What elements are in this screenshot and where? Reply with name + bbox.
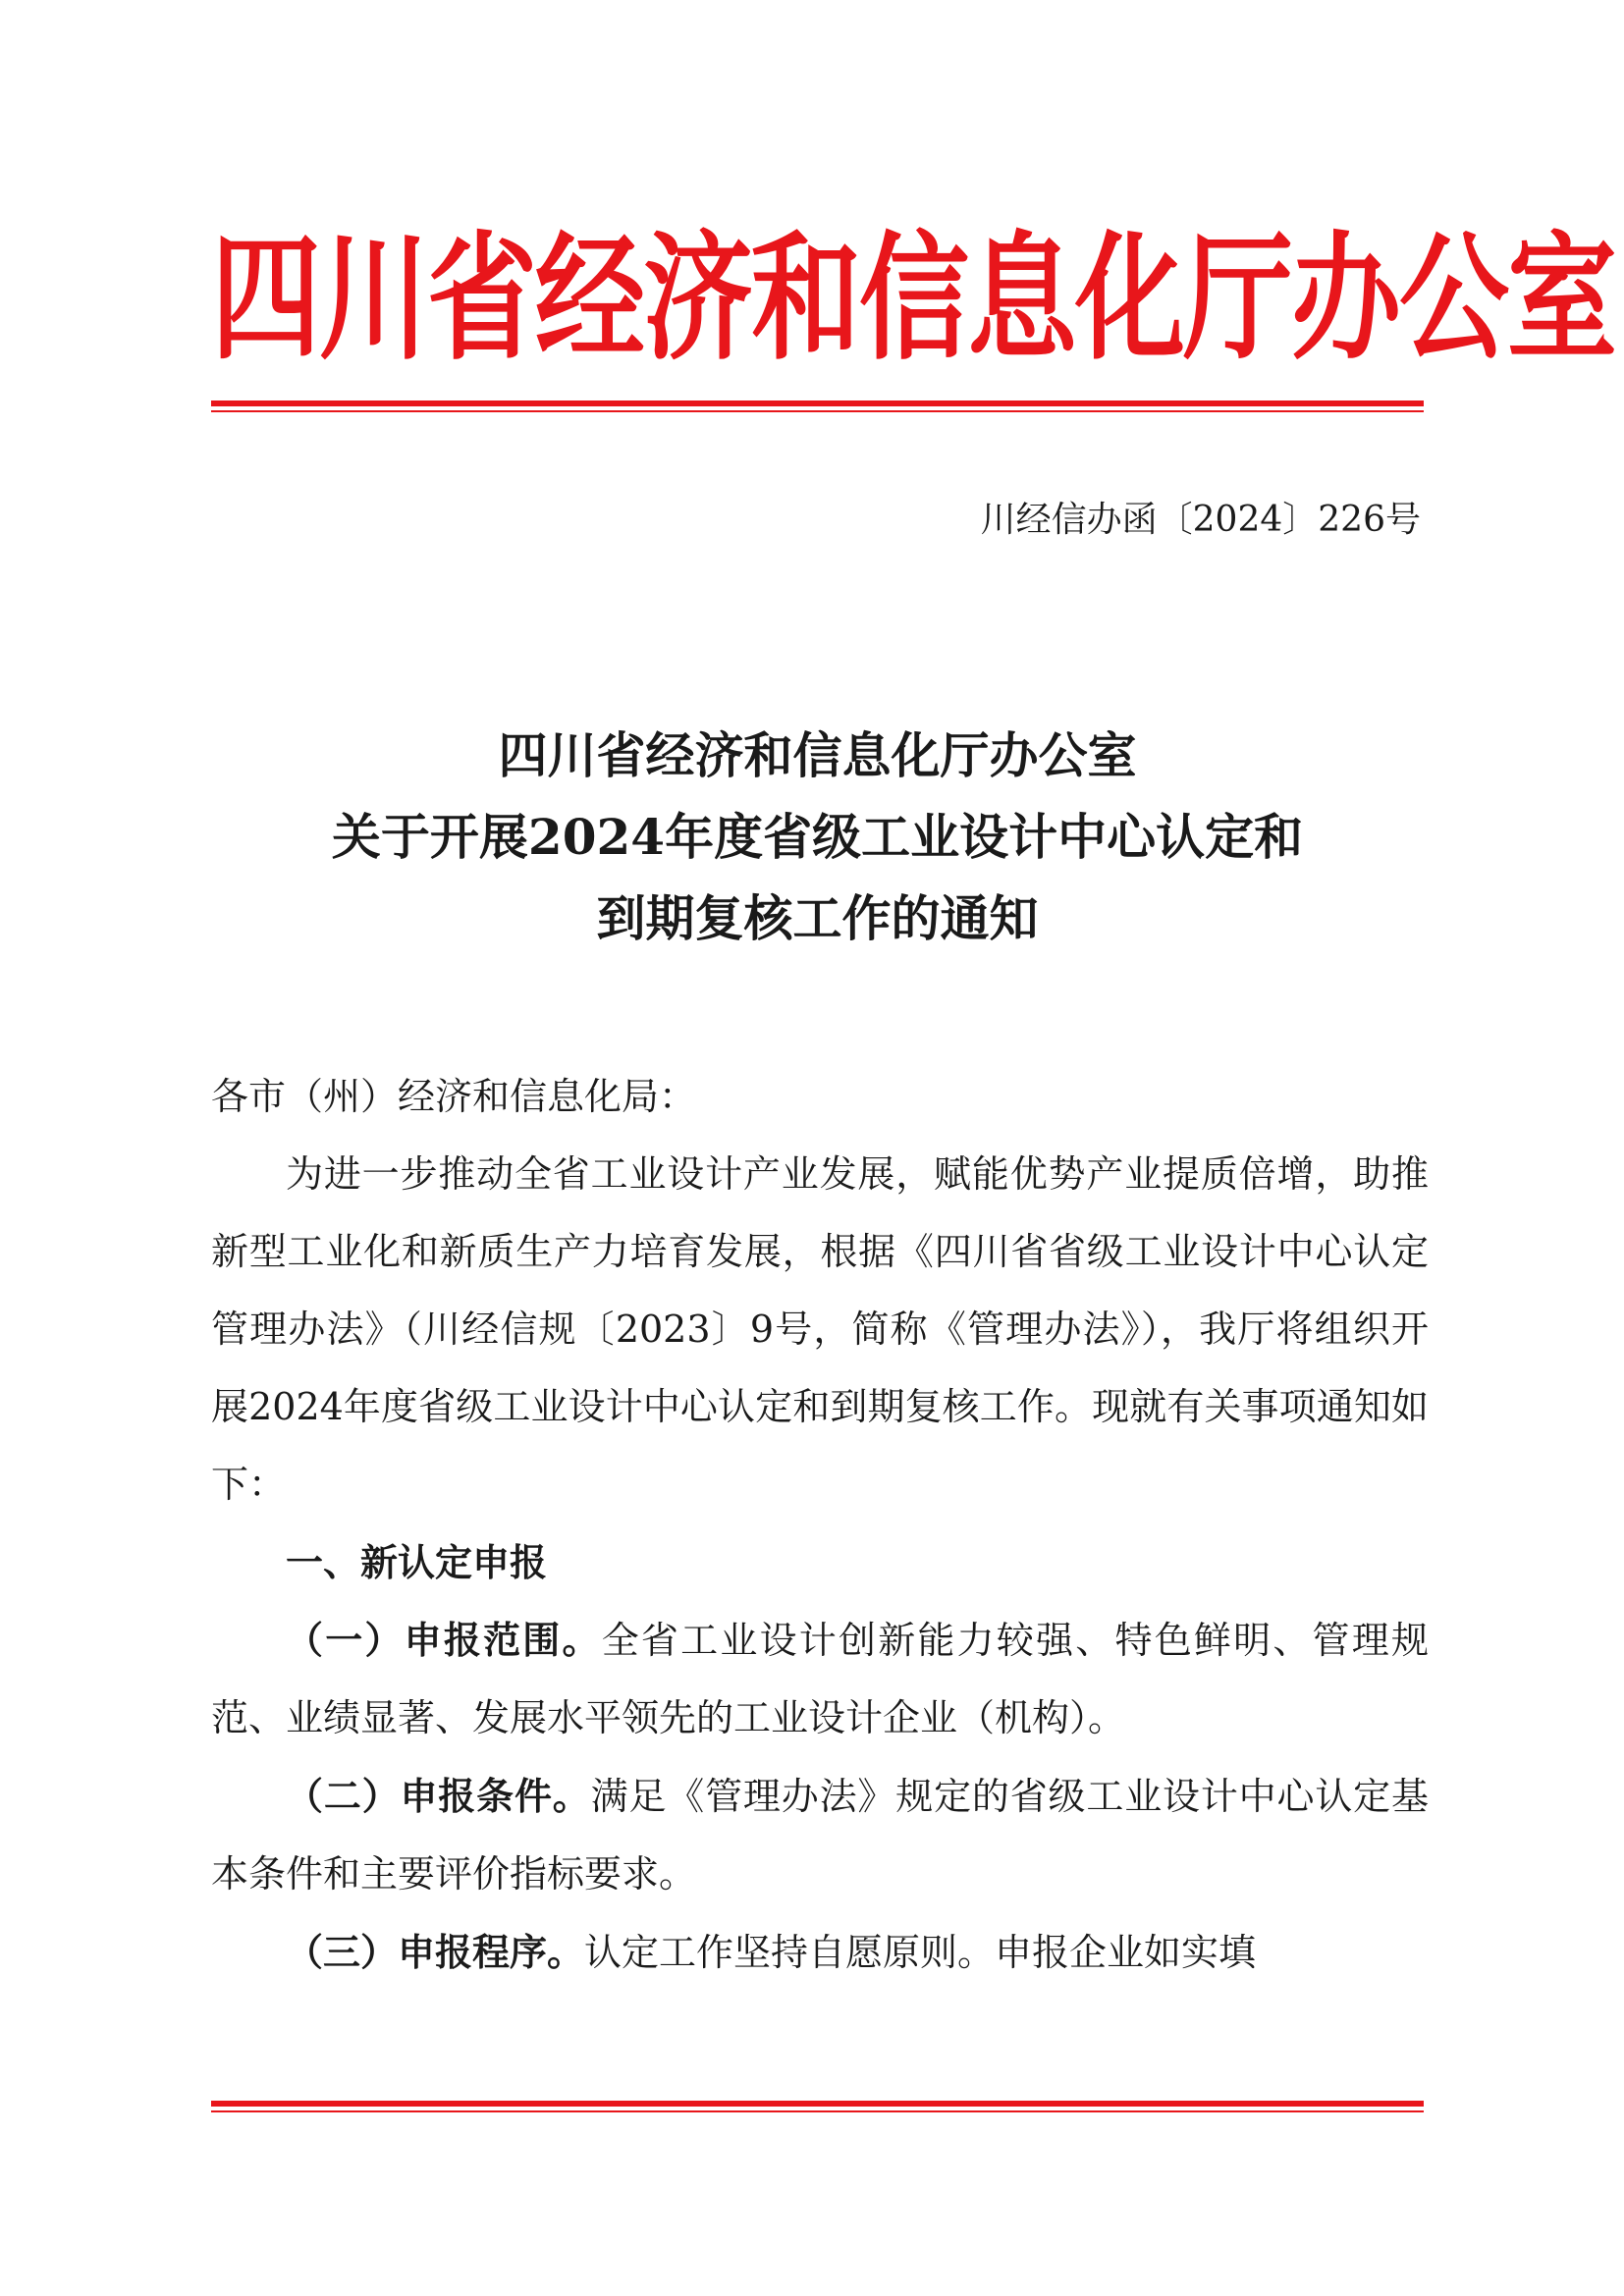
item-paragraph-3 (211, 1913, 1429, 1992)
document-title (211, 715, 1424, 959)
title-line-1: 四川省经济和信息化厅办公室 (498, 726, 1137, 784)
title-line-2: 关于开展2024年度省级工业设计中心认定和 (331, 808, 1304, 866)
title-line-3: 到期复核工作的通知 (596, 889, 1039, 947)
item-lead-2: （二）申报条件。 (286, 1774, 591, 1818)
item-text-1: 全省工业设计创新能力较强、特色鲜明、管理规范、业绩显著、发展水平领先的工业设计企业（机构）。 (211, 1619, 1429, 1739)
item-paragraph-2 (211, 1757, 1429, 1913)
document-body (211, 1058, 1429, 1992)
item-lead-3: （三）申报程序。 (286, 1930, 585, 1974)
item-text-2: 满足《管理办法》规定的省级工业设计中心认定基本条件和主要评价指标要求。 (211, 1775, 1429, 1896)
salutation: 各市（州）经济和信息化局： (211, 1075, 697, 1118)
item-text-3: 认定工作坚持自愿原则。申报企业如实填 (584, 1931, 1257, 1974)
letterhead-org-name: 四川省经济和信息化厅办公室 (211, 218, 1615, 380)
section-heading-1: 一、新认定申报 (286, 1540, 548, 1584)
item-paragraph-1 (211, 1601, 1429, 1757)
item-lead-1: （一）申报范围。 (286, 1618, 602, 1662)
intro-paragraph: 为进一步推动全省工业设计产业发展，赋能优势产业提质倍增，助推新型工业化和新质生产力培育发展，根据《四川省省级工业设计中心认定管理办法》（川经信规〔2023〕9号，简称《管理办法》），我厅将组织开展2024年度省级工业设计中心认定和到期复核工作。现就有关事项通知如下： (211, 1152, 1429, 1506)
footer-red-rule (211, 2101, 1424, 2112)
document-number: 川经信办函〔2024〕226号 (980, 500, 1421, 540)
letterhead-red-rule (211, 400, 1424, 412)
